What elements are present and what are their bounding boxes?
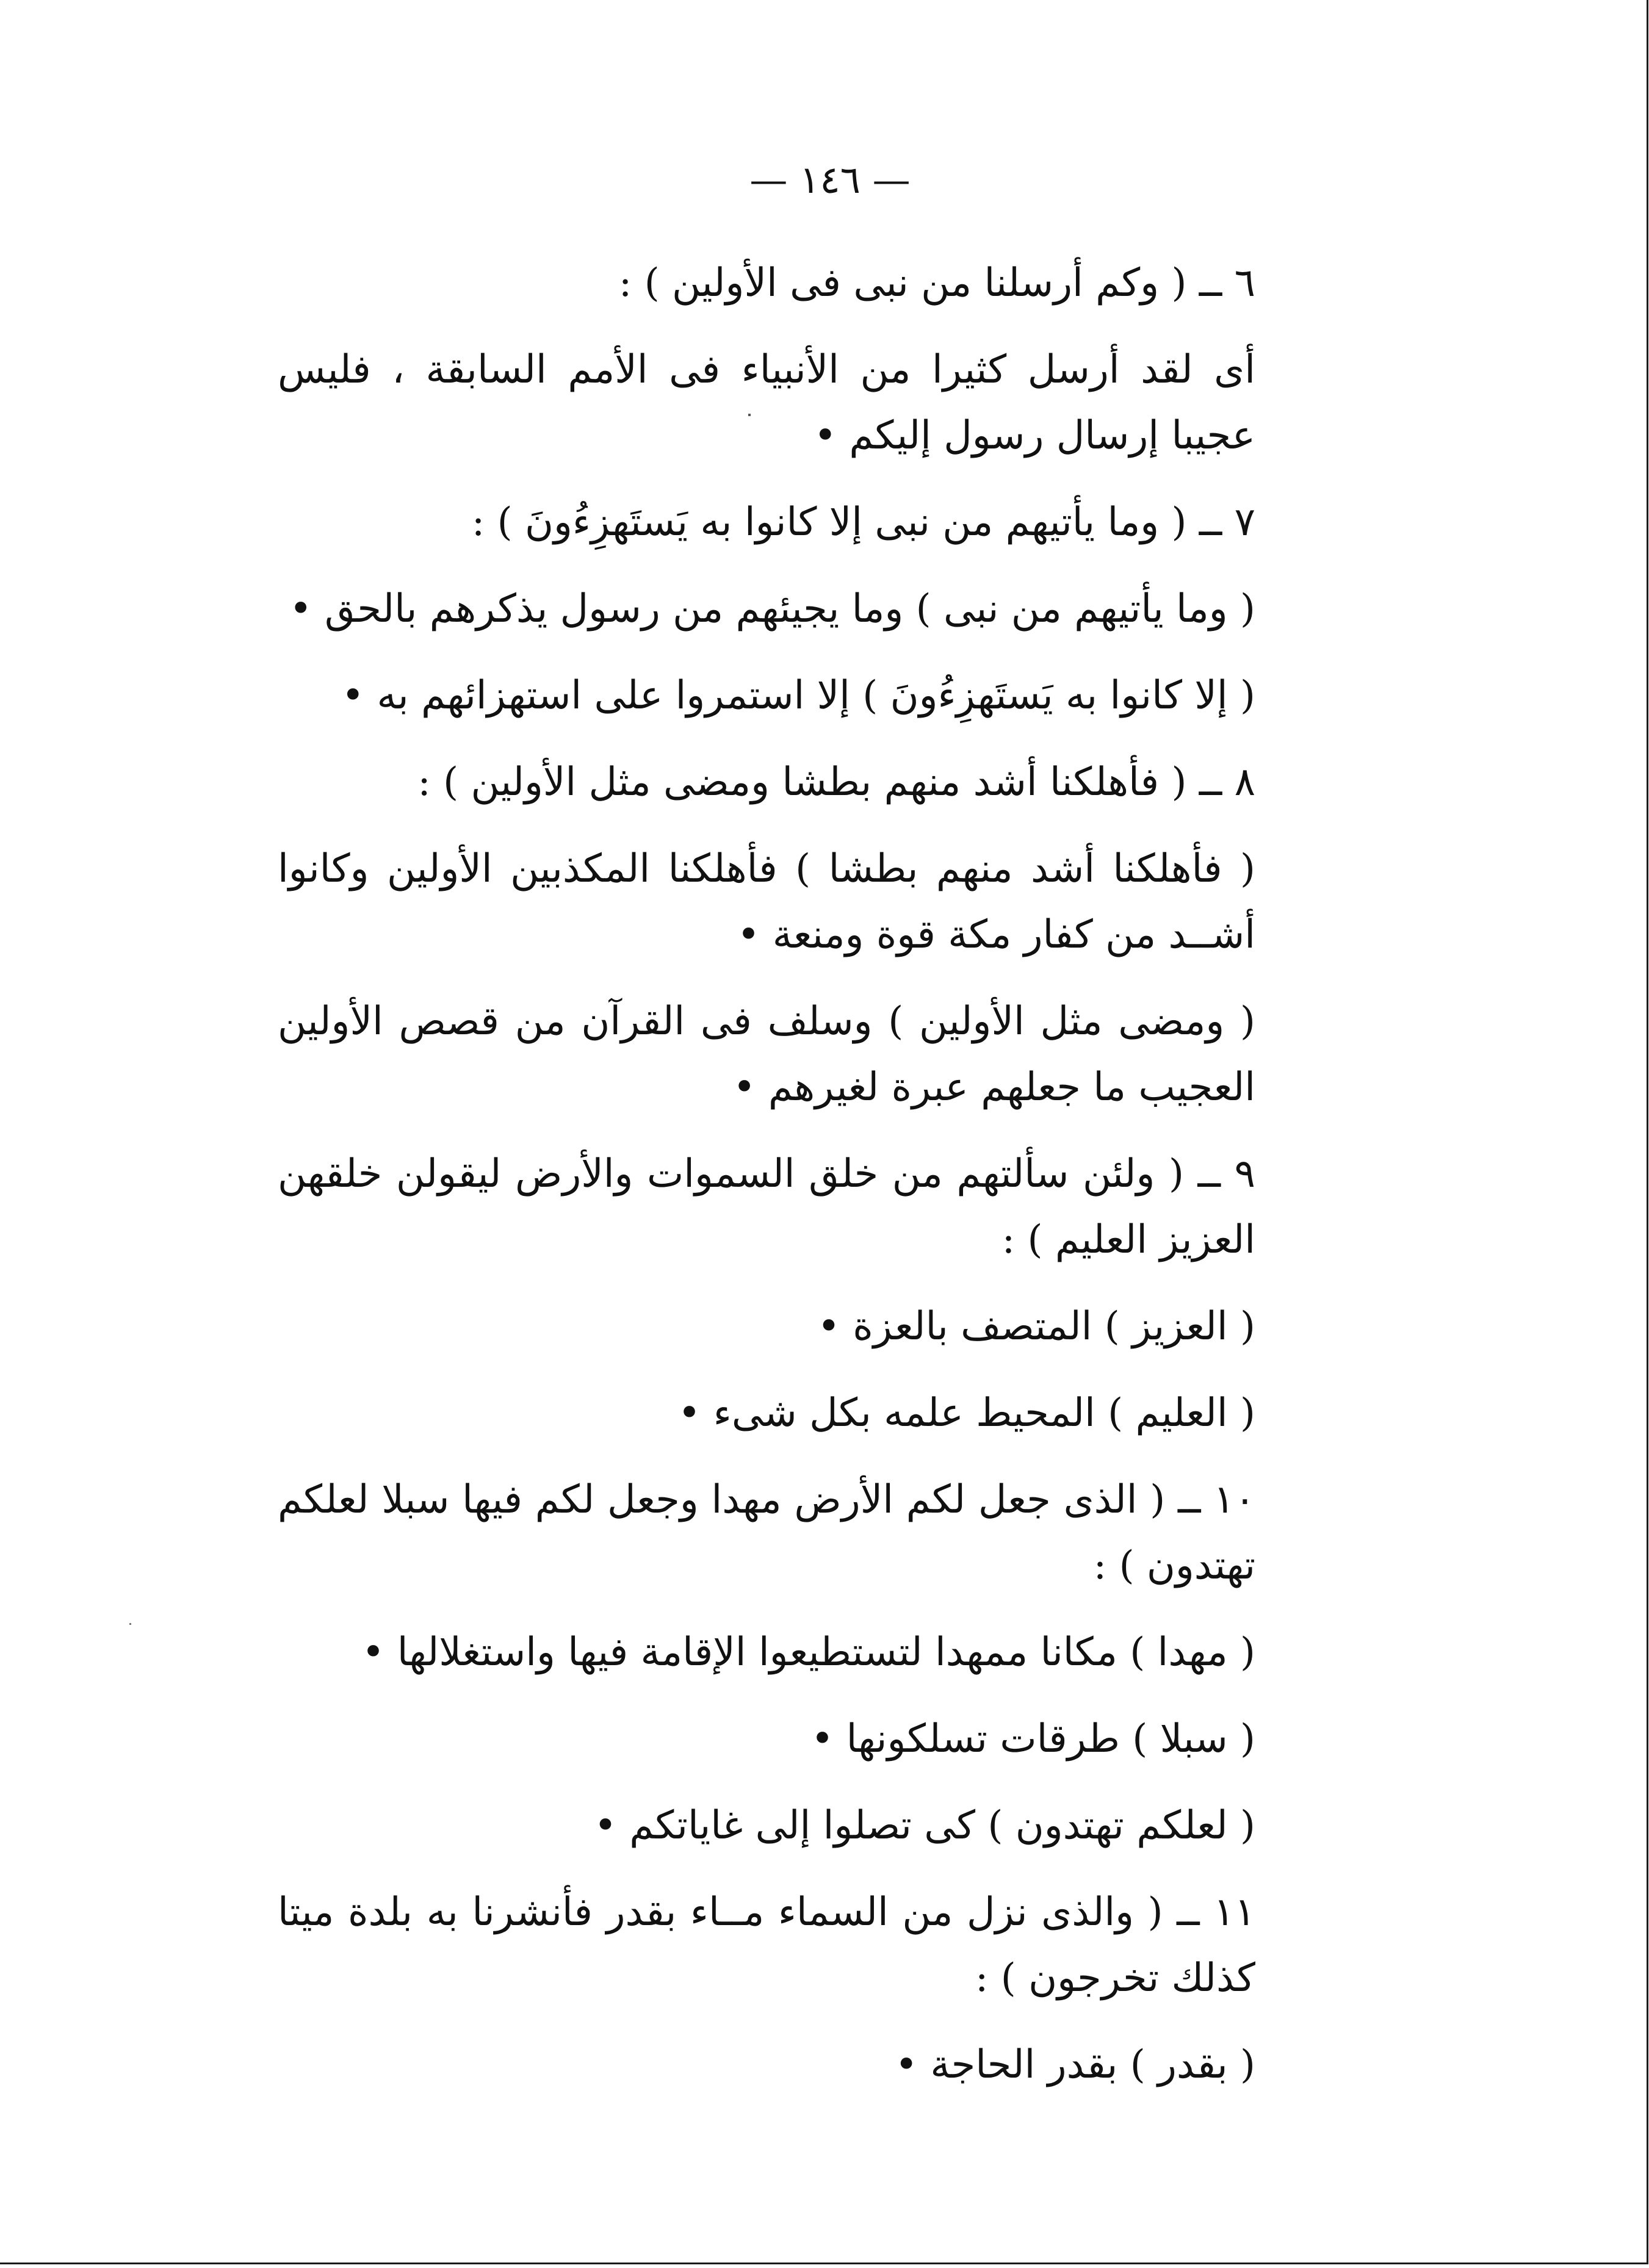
scan-speck — [129, 1623, 131, 1625]
explanation-paragraph: ( فأهلكنا أشد منهم بطشا ) فأهلكنا المكذبين الأولين وكانوا أشــد من كفار مكة قوة ومنعة • — [278, 846, 1255, 957]
explanation-paragraph: ( العزيز ) المتصف بالعزة • — [817, 1304, 1255, 1349]
verse-heading-9: ٩ ــ ( ولئن سألتهم من خلق السموات والأرض ليقولن خلقهن العزيز العليم ) : — [278, 1151, 1256, 1262]
page-number: — ١٤٦ — — [749, 157, 911, 202]
verse-heading-7: ٧ ــ ( وما يأتيهم من نبى إلا كانوا به يَستَهزِءُونَ ) : — [471, 500, 1255, 545]
explanation-paragraph: ( بقدر ) بقدر الحاجة • — [895, 2042, 1255, 2087]
explanation-paragraph: ( العليم ) المحيط علمه بكل شىء • — [677, 1391, 1255, 1436]
explanation-paragraph: ( سبلا ) طرقات تسلكونها • — [810, 1716, 1255, 1762]
explanation-paragraph: ( إلا كانوا به يَستَهزِءُونَ ) إلا استمروا على استهزائهم به • — [341, 673, 1255, 718]
verse-heading-6: ٦ ــ ( وكم أرسلنا من نبى فى الأولين ) : — [618, 261, 1255, 306]
explanation-paragraph: ( مهدا ) مكانا ممهدا لتستطيعوا الإقامة فيها واستغلالها • — [361, 1630, 1255, 1675]
explanation-paragraph: ( ومضى مثل الأولين ) وسلف فى القرآن من قصص الأولين العجيب ما جعلهم عبرة لغيرهم • — [278, 999, 1255, 1110]
verse-heading-10: ١٠ ــ ( الذى جعل لكم الأرض مهدا وجعل لكم فيها سبلا لعلكم تهتدون ) : — [278, 1477, 1255, 1588]
explanation-paragraph: ( وما يأتيهم من نبى ) وما يجيئهم من رسول يذكرهم بالحق • — [289, 586, 1255, 632]
verse-heading-8: ٨ ــ ( فأهلكنا أشد منهم بطشا ومضى مثل الأولين ) : — [417, 760, 1255, 805]
explanation-paragraph: أى لقد أرسل كثيرا من الأنبياء فى الأمم السابقة ، فليس عجيبا إرسال رسول إليكم • — [278, 347, 1256, 458]
verse-heading-11: ١١ ــ ( والذى نزل من السماء مــاء بقدر فأنشرنا به بلدة ميتا كذلك تخرجون ) : — [278, 1890, 1255, 2001]
explanation-paragraph: ( لعلكم تهتدون ) كى تصلوا إلى غاياتكم • — [594, 1803, 1255, 1848]
page-body — [278, 250, 1353, 2119]
